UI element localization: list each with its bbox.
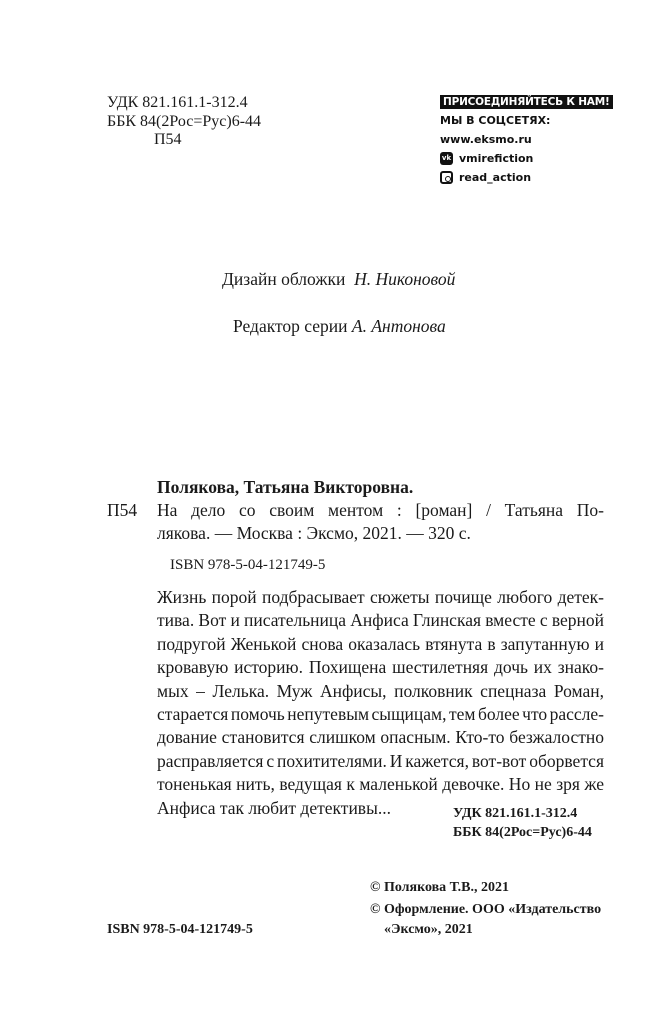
editor-label: Редактор серии	[233, 316, 348, 336]
design-label: Дизайн обложки	[222, 269, 346, 289]
vk-icon: vk	[440, 152, 453, 165]
annotation-line: старается помочь непутевым сыщицам, тем более что рассле-	[157, 704, 604, 724]
copyright-design: © Оформление. ООО «Издательство	[370, 902, 602, 917]
site-link[interactable]: www.eksmo.ru	[440, 133, 532, 146]
udk-code: УДК 821.161.1-312.4	[107, 94, 248, 111]
annotation-line: дование становится слишком опасным. Кто-то безжалостно	[157, 727, 604, 748]
record-author: Полякова, Татьяна Викторовна.	[157, 477, 414, 497]
bbk-code: ББК 84(2Рос=Рус)6-44	[107, 113, 262, 130]
copyright-author: © Полякова Т.В., 2021	[370, 880, 509, 895]
record-title-line: лякова. — Москва : Эксмо, 2021. — 320 с.	[157, 523, 471, 543]
annotation-line: тива. Вот и писательница Анфиса Глинская вместе с верной	[157, 610, 604, 631]
annotation-line: Анфиса так любит детективы...	[157, 797, 391, 818]
series-editor-credit	[233, 318, 446, 336]
record-isbn: ISBN 978-5-04-121749-5	[170, 557, 326, 573]
author-sign: П54	[154, 131, 182, 148]
social-banner: ПРИСОЕДИНЯЙТЕСЬ К НАМ!	[440, 95, 613, 109]
annotation-line: подругой Женькой снова оказалась втянута в запутанную и	[157, 633, 604, 654]
social-subtitle: МЫ В СОЦСЕТЯХ:	[440, 114, 551, 127]
annotation-line: кровавую историю. Похищена шестилетняя дочь их знако-	[157, 657, 604, 678]
annotation-line: Жизнь порой подбрасывает сюжеты почище любого детек-	[157, 587, 604, 607]
editor-name: А. Антонова	[351, 316, 446, 336]
classification-bbk: ББК 84(2Рос=Рус)6-44	[453, 825, 592, 840]
annotation-line: мых – Лелька. Муж Анфисы, полковник спецназа Роман,	[157, 680, 604, 701]
footer-isbn: ISBN 978-5-04-121749-5	[107, 922, 253, 937]
classification-udk: УДК 821.161.1-312.4	[453, 806, 578, 821]
design-name: Н. Никоновой	[354, 269, 456, 289]
annotation-line: расправляется с похитителями. И кажется, вот-вот оборвется	[157, 750, 604, 771]
instagram-icon	[440, 171, 453, 184]
social-block	[440, 92, 613, 187]
vk-handle[interactable]: vmirefiction	[459, 152, 534, 165]
annotation-line: тоненькая нить, ведущая к маленькой девочке. Но не зря же	[157, 774, 604, 795]
cover-design-credit	[222, 271, 455, 289]
record-code: П54	[107, 500, 138, 520]
instagram-handle[interactable]: read_action	[459, 171, 532, 184]
record-title-line: На дело со своим ментом : [роман] / Татьяна По-	[157, 500, 604, 520]
copyright-design: «Эксмо», 2021	[384, 922, 473, 937]
